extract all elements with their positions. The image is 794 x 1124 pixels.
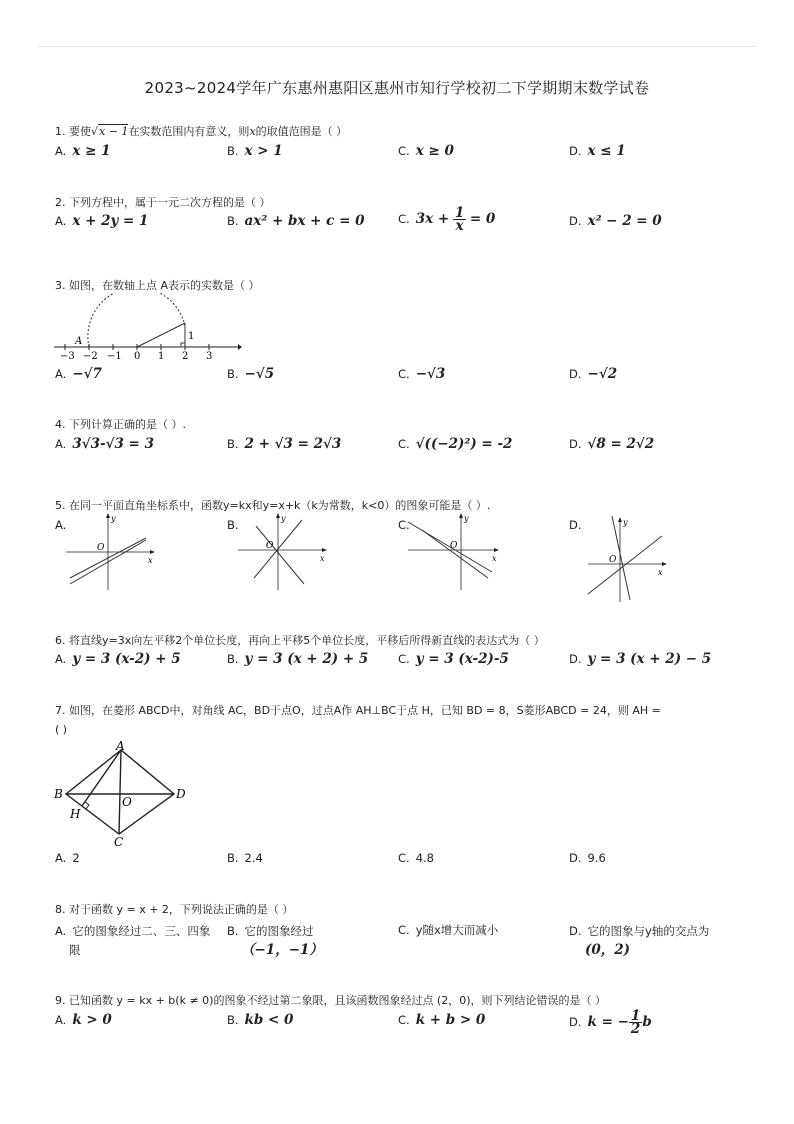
q4-option-d[interactable]: D. √8 = 2√2 <box>569 436 655 452</box>
foot-h-label: H <box>70 807 81 821</box>
q8-option-c[interactable]: C. y随x增大而减小 <box>398 923 499 937</box>
q2-option-b[interactable]: B. ax² + bx + c = 0 <box>227 213 365 229</box>
arrow-icon <box>662 562 667 566</box>
arrow-icon <box>238 344 242 350</box>
tick-label: 0 <box>134 351 141 362</box>
y-label: y <box>111 514 116 523</box>
page-title: 2023~2024学年广东惠州惠阳区惠州市知行学校初二下学期期末数学试卷 <box>144 79 650 97</box>
q3-option-c[interactable]: C. −√3 <box>398 366 446 382</box>
q4-option-a[interactable]: A. 3√3-√3 = 3 <box>55 436 154 452</box>
q3-option-d[interactable]: D. −√2 <box>569 366 618 382</box>
tick-label: 2 <box>182 351 189 362</box>
y-label: y <box>464 514 469 523</box>
q1-var: x <box>249 125 256 138</box>
tick-label: −1 <box>107 351 122 362</box>
q7-option-b[interactable]: B. 2.4 <box>227 851 263 865</box>
q2-option-a[interactable]: A. x + 2y = 1 <box>55 213 149 229</box>
question-5-stem: 5. 在同一平面直角坐标系中，函数y=kx和y=x+k（k为常数，k<0）的图象可能是（ ）. <box>55 499 491 512</box>
tick-label: 1 <box>158 351 165 362</box>
line-1 <box>256 526 304 584</box>
question-9-stem: 9. 已知函数 y = kx + b(k ≠ 0)的图象不经过第二象限，且该函数图象经过点 (2，0)，则下列结论错误的是（ ） <box>55 994 607 1007</box>
origin-label: O <box>97 543 105 553</box>
tick-label: 3 <box>206 351 213 362</box>
arrow-icon <box>618 517 622 522</box>
q6-option-b[interactable]: B. y = 3 (x + 2) + 5 <box>227 651 369 667</box>
tick-label: −3 <box>60 351 75 362</box>
fraction: $\frac{1}{x}$ <box>454 205 465 234</box>
q5-graph-d[interactable] <box>584 512 668 604</box>
sqrt-symbol: √ <box>91 125 99 138</box>
y-label: y <box>281 514 286 523</box>
height-label: 1 <box>188 331 195 342</box>
tick-label: −2 <box>83 351 98 362</box>
rhombus-figure <box>52 738 192 848</box>
arc-dashed <box>88 293 185 347</box>
x-label: x <box>492 554 497 563</box>
diagonal-ac <box>119 750 121 834</box>
question-4-stem: 4. 下列计算正确的是（ ）. <box>55 418 186 431</box>
altitude-ah <box>82 750 121 806</box>
q5-graph-b[interactable] <box>238 512 328 592</box>
q8-option-b[interactable]: B. 它的图象经过 （−1，−1） <box>227 924 323 958</box>
arrow-icon <box>276 513 280 518</box>
q5-option-c-label[interactable]: C. <box>398 518 410 532</box>
arrow-icon <box>459 513 463 518</box>
q1-option-c[interactable]: C. x ≥ 0 <box>398 143 454 159</box>
question-7-stem-2: ( ) <box>55 723 68 736</box>
x-label: x <box>658 568 663 577</box>
q5-option-d-label[interactable]: D. <box>569 518 582 532</box>
question-8-stem: 8. 对于函数 y = x + 2，下列说法正确的是（ ） <box>55 903 294 916</box>
q7-option-c[interactable]: C. 4.8 <box>398 851 434 865</box>
question-6-stem: 6. 将直线y=3x向左平移2个单位长度，再向上平移5个单位长度，平移后所得新直线的表达式为（ ） <box>55 634 545 647</box>
fraction: $\frac{1}{2}$ <box>630 1008 641 1037</box>
q2-option-d[interactable]: D. x² − 2 = 0 <box>569 213 662 229</box>
q1-stem-text: 1. 要使 <box>55 125 91 138</box>
header-rule <box>38 46 756 47</box>
q8-option-d[interactable]: D. 它的图象与y轴的交点为 (0，2) <box>569 924 710 958</box>
arrow-icon <box>322 548 327 552</box>
q2-option-c[interactable]: C. 3x + $\frac{1}{x}$ = 0 <box>398 205 496 234</box>
vertex-d-label: D <box>176 787 186 801</box>
q5-option-b-label[interactable]: B. <box>227 518 239 532</box>
q1-radicand: x − 1 <box>99 125 129 138</box>
hypotenuse <box>137 323 185 347</box>
right-angle-mark <box>181 343 185 347</box>
arrow-icon <box>106 513 110 518</box>
q6-option-c[interactable]: C. y = 3 (x-2)-5 <box>398 651 509 667</box>
q1-option-b[interactable]: B. x > 1 <box>227 143 283 159</box>
q9-option-a[interactable]: A. k > 0 <box>55 1012 112 1028</box>
x-label: x <box>320 554 325 563</box>
vertex-c-label: C <box>114 835 124 848</box>
q3-option-a[interactable]: A. −√7 <box>55 366 102 382</box>
q3-option-b[interactable]: B. −√5 <box>227 366 275 382</box>
arrow-icon <box>150 550 155 554</box>
number-line-figure <box>52 293 242 365</box>
q5-graph-c[interactable] <box>404 512 500 592</box>
q9-option-b[interactable]: B. kb < 0 <box>227 1012 294 1028</box>
q8-option-a[interactable]: A. 它的图象经过二、三、四象 限 <box>55 924 211 957</box>
q9-option-d[interactable]: D. k = − $\frac{1}{2}$ b <box>569 1008 652 1037</box>
q1-stem-text-3: 的取值范围是（ ） <box>255 125 348 138</box>
q9-option-c[interactable]: C. k + b > 0 <box>398 1012 486 1028</box>
vertex-b-label: B <box>54 787 63 801</box>
point-a-label: A <box>75 336 83 347</box>
question-3-stem: 3. 如图，在数轴上点 A表示的实数是（ ） <box>55 279 260 292</box>
question-7-stem: 7. 如图，在菱形 ABCD中，对角线 AC，BD于点O，过点A作 AH⊥BC于点 H，已知 BD = 8，S菱形ABCD = 24，则 AH = <box>55 704 661 717</box>
center-o-label: O <box>122 795 132 809</box>
q1-option-d[interactable]: D. x ≤ 1 <box>569 143 626 159</box>
line-2 <box>422 530 488 578</box>
origin-label: O <box>266 541 274 551</box>
x-label: x <box>148 556 153 565</box>
q1-stem-text-2: 在实数范围内有意义，则 <box>128 125 250 138</box>
q4-option-b[interactable]: B. 2 + √3 = 2√3 <box>227 436 342 452</box>
q7-option-d[interactable]: D. 9.6 <box>569 851 606 865</box>
q5-graph-a[interactable] <box>66 512 156 592</box>
arrow-icon <box>494 548 499 552</box>
origin-label: O <box>609 555 617 565</box>
tick-labels <box>60 351 212 362</box>
line-2 <box>588 536 662 594</box>
q1-option-a[interactable]: A. x ≥ 1 <box>55 143 111 159</box>
question-1-stem <box>55 123 347 139</box>
q4-option-c[interactable]: C. √((−2)²) = -2 <box>398 436 513 452</box>
q6-option-a[interactable]: A. y = 3 (x-2) + 5 <box>55 651 181 667</box>
q6-option-d[interactable]: D. y = 3 (x + 2) − 5 <box>569 651 712 667</box>
vertex-a-label: A <box>116 739 125 753</box>
q5-option-a-label[interactable]: A. <box>55 518 67 532</box>
q7-option-a[interactable]: A. 2 <box>55 851 80 865</box>
question-2-stem: 2. 下列方程中，属于一元二次方程的是（ ） <box>55 196 271 209</box>
y-label: y <box>623 518 628 527</box>
origin-label: O <box>450 541 458 551</box>
